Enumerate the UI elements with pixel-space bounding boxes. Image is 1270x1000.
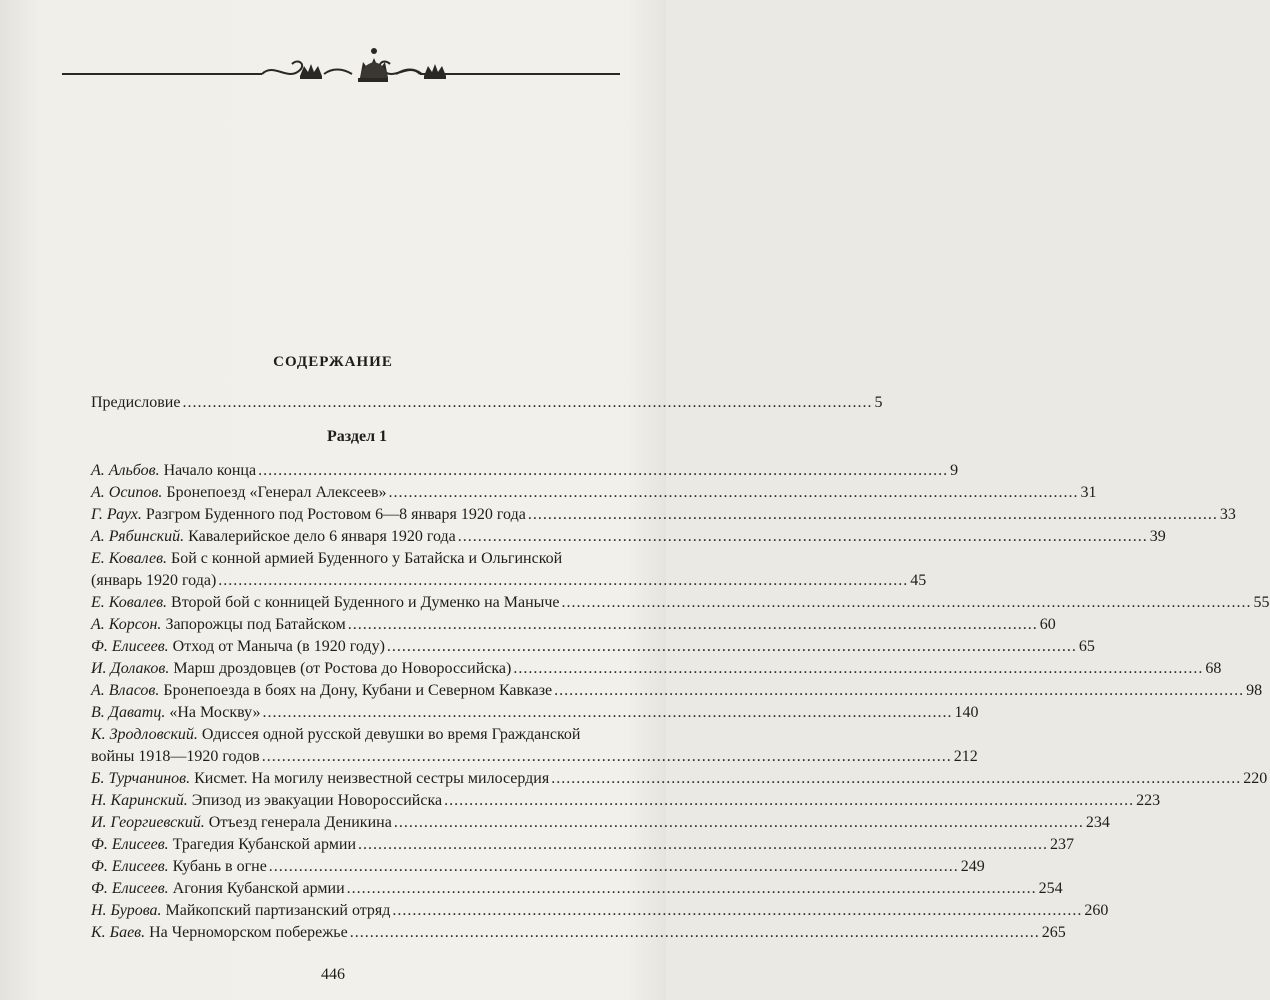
entry-title: Одиссея одной русской девушки во время Гражданской [201,726,581,743]
toc-entry-line [91,746,978,768]
entry-title: Бой с конной армией Буденного у Батайска и Ольгинской [171,550,563,567]
preface-label: Предисловие [91,394,181,411]
entry-author: Ф. Елисеев. [91,880,169,897]
entry-page: 98 [1246,682,1263,699]
dot-leader: .......................................................................................................................................... [392,902,1083,919]
entry-title: Запорожцы под Батайском [165,616,346,633]
toc-entry[interactable] [91,614,1056,636]
dot-leader: .......................................................................................................................................... [388,484,1079,501]
entry-text [91,460,256,482]
entry-text [91,900,390,922]
dot-leader: .......................................................................................................................................... [268,858,959,875]
dot-leader: .......................................................................................................................................... [262,704,953,721]
entry-text [91,680,552,702]
entry-page: 55 [1253,594,1270,611]
toc-entry[interactable] [91,680,1263,702]
entry-author: А. Власов. [91,682,160,699]
toc-entries [91,460,1270,944]
entry-page: 33 [1219,506,1236,523]
entry-author: А. Рябинский. [91,528,185,545]
toc-entry-line [91,658,1222,680]
entry-text [91,922,348,944]
entry-text [91,790,442,812]
toc-entry[interactable] [91,504,1236,526]
dot-leader: .......................................................................................................................................... [444,792,1135,809]
entry-page: 31 [1080,484,1097,501]
toc-entry-line [91,482,1097,504]
entry-page: 9 [950,462,959,479]
toc-entry[interactable] [91,526,1166,548]
entry-page: 140 [954,704,979,721]
dot-leader: .......................................................................................................................................... [182,394,873,411]
entry-title: Второй бой с конницей Буденного и Думенко на Маныче [171,594,560,611]
dot-leader: .......................................................................................................................................... [513,660,1204,677]
toc-entry-line [91,636,1095,658]
entry-page: 220 [1243,770,1268,787]
toc-entry[interactable] [91,460,959,482]
entry-author: Е. Ковалев. [91,550,168,567]
dot-leader: .......................................................................................................................................... [349,924,1040,941]
entry-page: 260 [1084,902,1109,919]
entry-title: Агония Кубанской армии [172,880,345,897]
entry-author: Ф. Елисеев. [91,858,169,875]
toc-entry-line [91,702,979,724]
dot-leader: .......................................................................................................................................... [358,836,1049,853]
entry-page: 223 [1136,792,1161,809]
entry-text [91,592,560,614]
toc-entry[interactable] [91,790,1161,812]
section-heading: Раздел 1 [326,428,388,445]
entry-author: Б. Турчанинов. [91,770,191,787]
preface-page: 5 [874,394,883,411]
entry-page: 237 [1050,836,1075,853]
entry-text [91,658,511,680]
toc-entry[interactable] [91,922,1066,944]
toc-entry-line [91,922,1066,944]
entry-text [91,834,356,856]
toc-entry[interactable] [91,724,978,768]
toc-entry-line [91,768,1268,790]
entry-title: Бронепоезда в боях на Дону, Кубани и Северном Кавказе [163,682,553,699]
entry-text [91,812,392,834]
toc-entry-line [91,878,1063,900]
dot-leader: .......................................................................................................................................... [218,572,909,589]
entry-title: Отъезд генерала Деникина [208,814,392,831]
entry-text [91,768,549,790]
toc-entry-line [91,460,959,482]
entry-title: Кавалерийское дело 6 января 1920 года [188,528,456,545]
toc-entry-line [91,570,927,592]
toc-entry-line [91,724,623,746]
table-of-contents [91,392,1270,944]
entry-author: И. Георгиевский. [91,814,205,831]
entry-text [91,702,261,724]
dot-leader: .......................................................................................................................................... [261,748,952,765]
entry-title: Марш дроздовцев (от Ростова до Новороссийска) [173,660,512,677]
toc-entry-line [91,790,1161,812]
entry-text [91,526,456,548]
toc-entry[interactable] [91,548,927,592]
entry-title: На Черноморском побережье [149,924,348,941]
entry-author: В. Даватц. [91,704,166,721]
toc-entry[interactable] [91,878,1063,900]
toc-preface[interactable] [91,392,883,414]
toc-entry-line [91,614,1056,636]
dot-leader: .......................................................................................................................................... [258,462,949,479]
toc-entry[interactable] [91,834,1075,856]
toc-entry-line [91,900,1109,922]
entry-title: «На Москву» [169,704,261,721]
toc-entry[interactable] [91,592,1270,614]
entry-author: А. Корсон. [91,616,162,633]
entry-author: Г. Раух. [91,506,142,523]
entry-title: Эпизод из эвакуации Новороссийска [191,792,443,809]
toc-entry-line [91,812,1110,834]
entry-text [91,504,526,526]
entry-author: К. Баев. [91,924,146,941]
entry-page: 265 [1041,924,1066,941]
entry-author: Ф. Елисеев. [91,836,169,853]
entry-page: 65 [1078,638,1095,655]
entry-page: 254 [1038,880,1063,897]
toc-entry[interactable] [91,702,979,724]
dot-leader: .......................................................................................................................................... [527,506,1218,523]
dot-leader: .......................................................................................................................................... [457,528,1148,545]
dot-leader: .......................................................................................................................................... [347,616,1038,633]
entry-author: Ф. Елисеев. [91,638,169,655]
crown-ornament-icon [62,44,620,86]
entry-author: А. Осипов. [91,484,163,501]
toc-entry-line [91,680,1263,702]
dot-leader: .......................................................................................................................................... [561,594,1252,611]
entry-title: Начало конца [163,462,257,479]
page-number: 446 [321,966,345,983]
entry-author: Е. Ковалев. [91,594,168,611]
entry-text [91,636,385,658]
toc-entry-line [91,834,1075,856]
entry-title: Отход от Маныча (в 1920 году) [172,638,385,655]
toc-entry[interactable] [91,856,985,878]
entry-author: А. Альбов. [91,462,160,479]
entry-text [91,614,346,636]
dot-leader: .......................................................................................................................................... [554,682,1245,699]
entry-title-continued: войны 1918—1920 годов [91,748,260,765]
toc-entry[interactable] [91,482,1097,504]
entry-author: И. Долаков. [91,660,170,677]
entry-text [91,878,345,900]
entry-author: Н. Бурова. [91,902,162,919]
toc-entry-line [91,548,623,570]
entry-page: 249 [960,858,985,875]
toc-entry-line [91,526,1166,548]
entry-author: Н. Каринский. [91,792,188,809]
dot-leader: .......................................................................................................................................... [393,814,1084,831]
entry-text [91,482,387,504]
entry-title: Трагедия Кубанской армии [172,836,357,853]
page-title: СОДЕРЖАНИЕ [273,354,393,370]
dot-leader: .......................................................................................................................................... [346,880,1037,897]
entry-title: Кисмет. На могилу неизвестной сестры милосердия [194,770,550,787]
dot-leader: .......................................................................................................................................... [386,638,1077,655]
entry-page: 60 [1039,616,1056,633]
toc-entry-line [91,856,985,878]
dot-leader: .......................................................................................................................................... [551,770,1242,787]
toc-entry-line [91,592,1270,614]
entry-page: 39 [1149,528,1166,545]
toc-entry[interactable] [91,636,1095,658]
entry-title: Бронепоезд «Генерал Алексеев» [166,484,387,501]
toc-entry[interactable] [91,768,1268,790]
toc-entry[interactable] [91,658,1222,680]
entry-title: Разгром Буденного под Ростовом 6—8 января 1920 года [145,506,526,523]
entry-page: 68 [1205,660,1222,677]
entry-page: 45 [910,572,927,589]
toc-entry-line [91,504,1236,526]
entry-title: Майкопский партизанский отряд [165,902,391,919]
entry-text [91,856,267,878]
toc-entry[interactable] [91,812,1110,834]
entry-title: Кубань в огне [172,858,267,875]
entry-page: 234 [1085,814,1110,831]
toc-entry[interactable] [91,900,1109,922]
entry-page: 212 [953,748,978,765]
entry-author: К. Зродловский. [91,726,198,743]
entry-title-continued: (январь 1920 года) [91,572,217,589]
